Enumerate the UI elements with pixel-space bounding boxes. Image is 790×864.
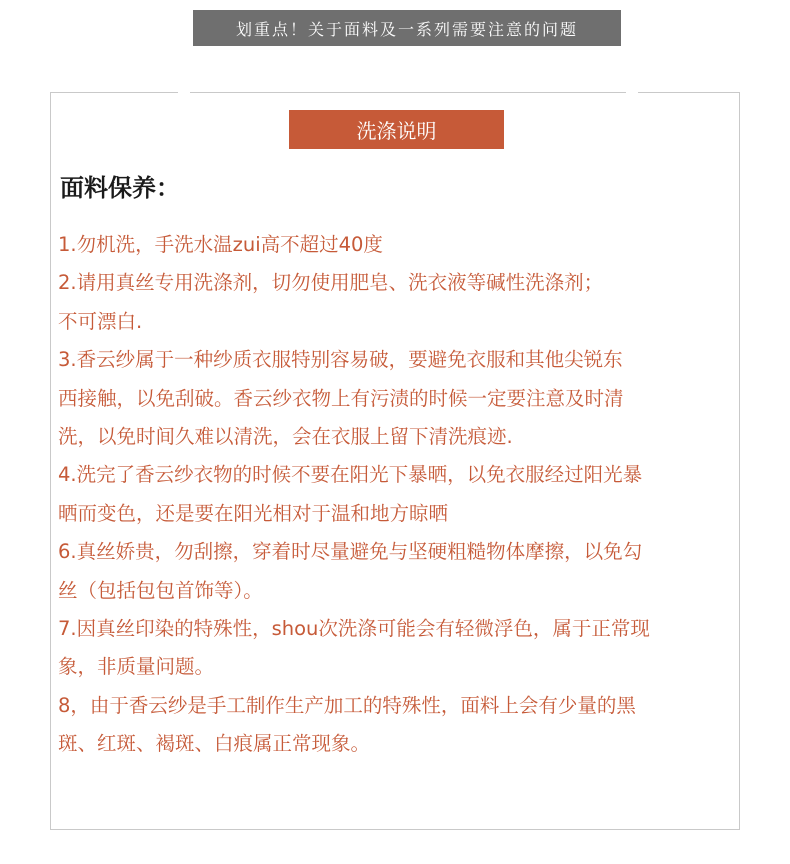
- care-line: 晒而变色，还是要在阳光相对于温和地方晾晒: [58, 501, 449, 525]
- care-line: 1.勿机洗，手洗水温zui高不超过40度: [58, 233, 383, 256]
- top-banner-text: 划重点！关于面料及一系列需要注意的问题: [235, 19, 578, 39]
- care-heading: 面料保养：: [60, 174, 180, 202]
- care-instructions-list: [58, 226, 728, 763]
- care-line: 6.真丝娇贵，勿刮擦，穿着时尽量避免与坚硬粗糙物体摩擦，以免勾: [58, 540, 643, 564]
- care-line: 3.香云纱属于一种纱质衣服特别容易破，要避免衣服和其他尖锐东: [58, 348, 623, 372]
- care-line: 2.请用真丝专用洗涤剂，切勿使用肥皂、洗衣液等碱性洗涤剂；: [58, 271, 604, 295]
- care-line: 4.洗完了香云纱衣物的时候不要在阳光下暴晒，以免衣服经过阳光暴: [58, 463, 643, 487]
- care-line: 象，非质量问题。: [58, 655, 215, 679]
- care-line: 7.因真丝印染的特殊性，shou次洗涤可能会有轻微浮色，属于正常现: [58, 616, 650, 640]
- care-line: 斑、红斑、褐斑、白痕属正常现象。: [58, 732, 371, 756]
- care-line: 丝（包括包包首饰等）。: [58, 578, 263, 602]
- frame-gap-left: [178, 88, 190, 96]
- frame-gap-right: [626, 88, 638, 96]
- care-line: 西接触，以免刮破。香云纱衣物上有污渍的时候一定要注意及时清: [58, 386, 624, 410]
- top-banner: [193, 10, 621, 46]
- care-line: 不可漂白.: [58, 309, 143, 333]
- care-line: 洗，以免时间久难以清洗，会在衣服上留下清洗痕迹.: [58, 424, 513, 448]
- section-title-badge: [289, 110, 504, 149]
- section-title: 洗涤说明: [356, 119, 437, 143]
- care-line: 8，由于香云纱是手工制作生产加工的特殊性，面料上会有少量的黑: [58, 693, 636, 717]
